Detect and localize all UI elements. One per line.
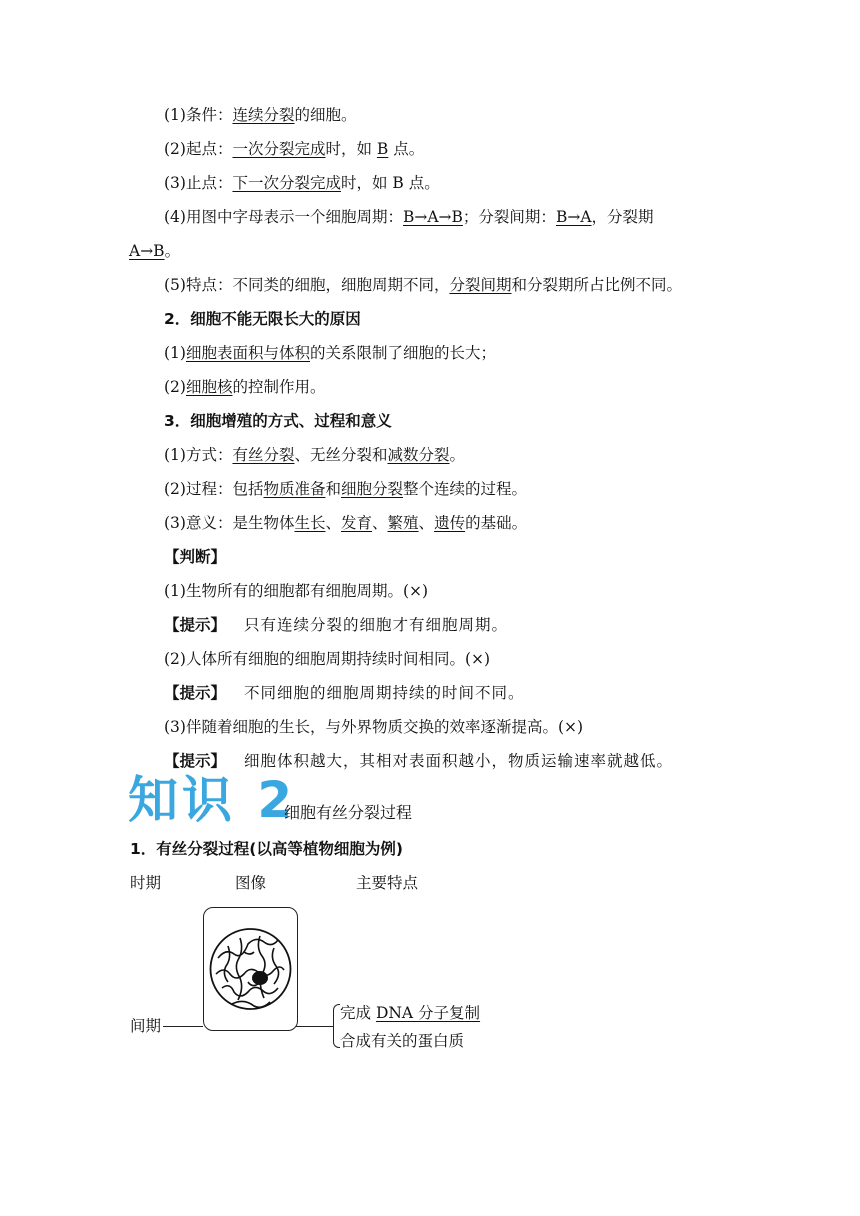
- answer-blank: DNA 分子复制: [375, 1004, 481, 1022]
- significance-line: [164, 512, 527, 534]
- condition-line: [164, 104, 357, 126]
- hint-text: 不同细胞的细胞周期持续的时间不同。: [244, 684, 525, 702]
- column-feature: 主要特点: [356, 874, 419, 892]
- judge-question-1: (1)生物所有的细胞都有细胞周期。(×): [164, 582, 429, 600]
- text: 的细胞。: [294, 106, 357, 124]
- text: ，分裂期: [591, 208, 654, 226]
- answer-blank: 发育: [341, 514, 373, 532]
- hint-text: 只有连续分裂的细胞才有细胞周期。: [244, 616, 509, 634]
- text: ；分裂间期：: [462, 208, 556, 226]
- text: (1): [164, 344, 186, 362]
- nucleolus: [252, 971, 268, 985]
- text: 完成: [340, 1004, 376, 1022]
- answer-blank: 生长: [294, 514, 326, 532]
- cycle-notation-line: [164, 206, 654, 228]
- hint-label: 【提示】: [164, 684, 227, 702]
- answer-blank: A→B: [129, 242, 165, 260]
- answer-blank: B: [376, 140, 389, 158]
- text: (5)特点：不同类的细胞，细胞周期不同，: [164, 276, 450, 294]
- text: 、: [418, 514, 435, 532]
- mitosis-heading: 1．有丝分裂过程(以高等植物细胞为例): [130, 840, 403, 858]
- hint-label: 【提示】: [164, 616, 227, 634]
- text: (1)条件：: [164, 106, 233, 124]
- text: (4)用图中字母表示一个细胞周期：: [164, 208, 403, 226]
- cycle-notation-continued: [129, 240, 180, 262]
- judge-question-2: (2)人体所有细胞的细胞周期持续时间相同。(×): [164, 650, 491, 668]
- text: 、: [325, 514, 341, 532]
- text: 时，如: [325, 140, 377, 158]
- text: 。: [449, 446, 466, 464]
- section-heading: 3．细胞增殖的方式、过程和意义: [164, 412, 392, 430]
- text: 和: [325, 480, 341, 498]
- answer-blank: 一次分裂完成: [232, 140, 326, 158]
- text: (3)意义：是生物体: [164, 514, 295, 532]
- text: 的基础。: [465, 514, 528, 532]
- text: 点。: [388, 140, 425, 158]
- connector-line-right: [296, 1026, 333, 1027]
- answer-blank: 物质准备: [263, 480, 326, 498]
- judge-heading: 【判断】: [164, 548, 227, 566]
- text: (1)方式：: [164, 446, 233, 464]
- text: 的关系限制了细胞的长大；: [309, 344, 496, 362]
- text: (2)起点：: [164, 140, 233, 158]
- column-image: 图像: [235, 874, 267, 892]
- answer-blank: 分裂间期: [449, 276, 512, 294]
- connector-line-left: [163, 1026, 203, 1027]
- section-heading: 2．细胞不能无限长大的原因: [164, 310, 361, 328]
- knowledge-2-subtitle: 细胞有丝分裂过程: [284, 803, 413, 822]
- brace: [333, 1004, 340, 1048]
- hint-line-2: [164, 682, 525, 704]
- text: 的控制作用。: [232, 378, 326, 396]
- text: 整个连续的过程。: [403, 480, 528, 498]
- answer-blank: 细胞核: [185, 378, 233, 396]
- hint-label: 【提示】: [164, 752, 227, 770]
- answer-blank: 细胞表面积与体积: [185, 344, 310, 362]
- answer-blank: B→A: [555, 208, 592, 226]
- feature-protein-synthesis: 合成有关的蛋白质: [340, 1032, 465, 1050]
- end-point-line: [164, 172, 440, 194]
- judge-question-3: (3)伴随着细胞的生长，与外界物质交换的效率逐渐提高。(×): [164, 718, 584, 736]
- text: 和分裂期所占比例不同。: [511, 276, 682, 294]
- process-line: [164, 478, 527, 500]
- cell-drawing: [204, 908, 297, 1030]
- column-period: 时期: [130, 874, 162, 892]
- method-line: [164, 444, 465, 466]
- answer-blank: 连续分裂: [232, 106, 295, 124]
- text: (2): [164, 378, 186, 396]
- text: 。: [164, 242, 181, 260]
- text: (3)止点：: [164, 174, 233, 192]
- answer-blank: 减数分裂: [387, 446, 450, 464]
- answer-blank: B→A→B: [402, 208, 463, 226]
- feature-dna-replication: [340, 1002, 480, 1024]
- hint-line-1: [164, 614, 508, 636]
- hint-text: 细胞体积越大，其相对表面积越小，物质运输速率就越低。: [244, 752, 674, 770]
- knowledge-2-heading: 知识 2: [128, 771, 297, 829]
- hint-line-3: [164, 750, 673, 772]
- text: (2)过程：包括: [164, 480, 264, 498]
- answer-blank: 遗传: [434, 514, 466, 532]
- answer-blank: 繁殖: [387, 514, 419, 532]
- text: 时，如 B 点。: [340, 174, 440, 192]
- answer-blank: 下一次分裂完成: [232, 174, 341, 192]
- reason-line-2: [164, 376, 326, 398]
- answer-blank: 细胞分裂: [341, 480, 404, 498]
- interphase-cell-diagram: [203, 907, 298, 1031]
- reason-line-1: [164, 342, 496, 364]
- phase-label-interphase: 间期: [130, 1017, 162, 1035]
- text: 、无丝分裂和: [294, 446, 388, 464]
- answer-blank: 有丝分裂: [232, 446, 295, 464]
- text: 、: [372, 514, 388, 532]
- start-point-line: [164, 138, 424, 160]
- feature-line: [164, 274, 682, 296]
